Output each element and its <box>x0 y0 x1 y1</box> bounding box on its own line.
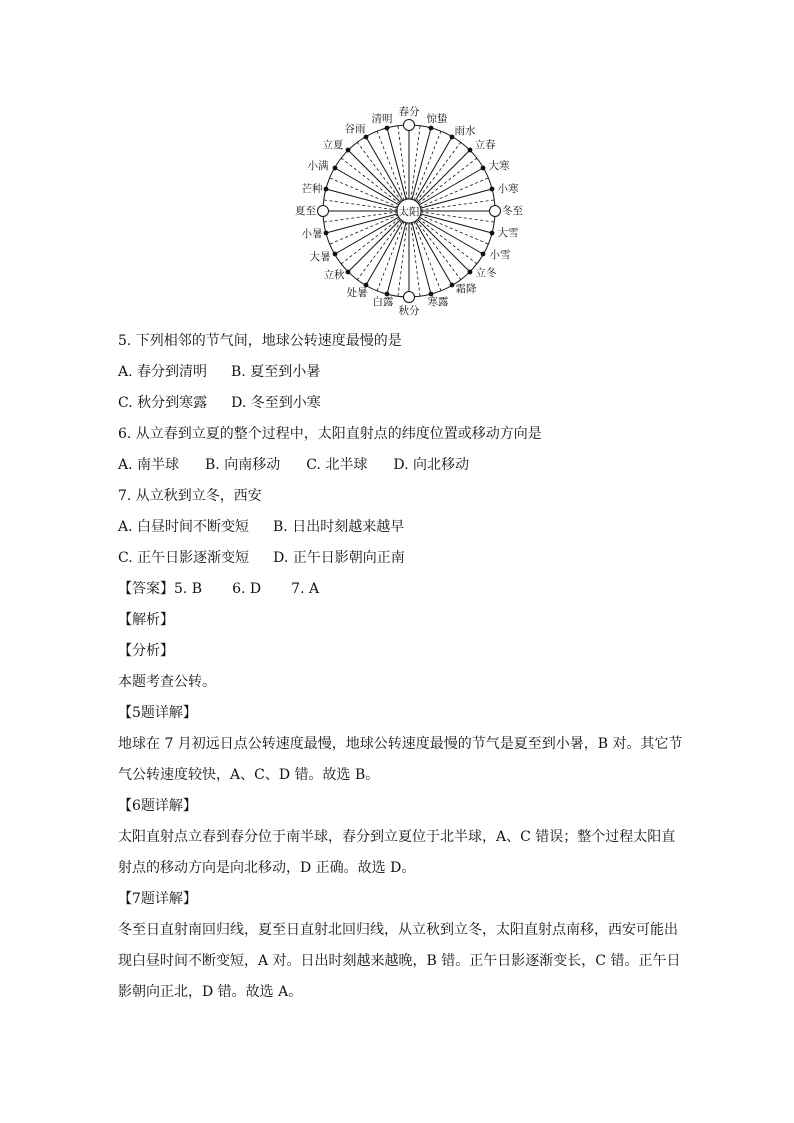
term-label: 处暑 <box>346 287 368 299</box>
earth-xiazhi <box>318 206 329 217</box>
detail-7-line-1: 冬至日直射南回归线，夏至日直射北回归线，从立秋到立冬，太阳直射点南移，西安可能出 <box>118 922 678 938</box>
term-label: 秋分 <box>398 305 420 317</box>
option-7c: C. 正午日影逐渐变短 <box>118 550 250 566</box>
term-label: 霜降 <box>455 283 477 295</box>
earth-chunfen <box>404 120 415 131</box>
term-label: 清明 <box>371 113 393 125</box>
earth-qiufen <box>404 292 415 303</box>
question-6-options-row <box>118 450 688 481</box>
question-5-options-row-1 <box>118 357 688 388</box>
term-label: 冬至 <box>502 205 523 217</box>
option-7d: D. 正午日影朝向正南 <box>273 550 405 566</box>
detail-7-heading: 【7题详解】 <box>118 891 197 907</box>
question-6-stem: 6. 从立春到立夏的整个过程中，太阳直射点的纬度位置或移动方向是 <box>118 426 542 442</box>
question-5-stem: 5. 下列相邻的节气间，地球公转速度最慢的是 <box>118 333 402 349</box>
question-7-options-row-2 <box>118 543 688 574</box>
detail-6-line-2: 射点的移动方向是向北移动，D 正确。故选 D。 <box>118 860 416 876</box>
term-label: 立秋 <box>323 269 345 281</box>
term-label: 大寒 <box>488 160 510 172</box>
term-label: 芒种 <box>301 183 323 195</box>
term-label: 白露 <box>372 296 394 308</box>
question-content <box>118 326 688 1008</box>
detail-5-line-2: 气公转速度较快，A、C、D 错。故选 B。 <box>118 767 380 783</box>
sun-label: 太阳 <box>398 206 420 218</box>
question-7-options-row-1 <box>118 512 688 543</box>
term-label: 惊蛰 <box>426 113 448 125</box>
option-5c: C. 秋分到寒露 <box>118 395 208 411</box>
term-label: 夏至 <box>295 205 316 217</box>
fenxi-text: 本题考查公转。 <box>118 674 216 690</box>
term-label: 小暑 <box>301 228 323 240</box>
detail-5-line-1: 地球在 7 月初远日点公转速度最慢，地球公转速度最慢的节气是夏至到小暑，B 对。其它节 <box>118 736 683 752</box>
term-label: 寒露 <box>427 296 449 308</box>
answer-6: 6. D <box>232 581 262 597</box>
option-7a: A. 白昼时间不断变短 <box>118 519 250 535</box>
term-label: 小满 <box>307 160 329 172</box>
solar-terms-diagram <box>290 98 530 322</box>
detail-7-line-3: 影朝向正北，D 错。故选 A。 <box>118 984 303 1000</box>
option-5b: B. 夏至到小暑 <box>231 364 321 380</box>
earth-dongzhi <box>490 206 501 217</box>
term-label: 小寒 <box>497 183 519 195</box>
answer-line <box>118 574 688 605</box>
option-6b: B. 向南移动 <box>205 457 281 473</box>
detail-6-line-1: 太阳直射点立春到春分位于南半球，春分到立夏位于北半球，A、C 错误；整个过程太阳直 <box>118 829 676 845</box>
option-6a: A. 南半球 <box>118 457 180 473</box>
answer-label: 【答案】 <box>118 581 174 597</box>
answer-7: 7. A <box>291 581 320 597</box>
option-5a: A. 春分到清明 <box>118 364 208 380</box>
term-label: 立春 <box>474 139 496 151</box>
option-6d: D. 向北移动 <box>393 457 469 473</box>
term-label: 雨水 <box>454 125 476 137</box>
fenxi-heading: 【分析】 <box>118 643 174 659</box>
jiexi-heading: 【解析】 <box>118 612 174 628</box>
term-label: 立冬 <box>475 267 497 279</box>
option-5d: D. 冬至到小寒 <box>231 395 321 411</box>
option-6c: C. 北半球 <box>306 457 368 473</box>
detail-5-heading: 【5题详解】 <box>118 705 197 721</box>
detail-6-heading: 【6题详解】 <box>118 798 197 814</box>
option-7b: B. 日出时刻越来越早 <box>273 519 405 535</box>
question-7-stem: 7. 从立秋到立冬，西安 <box>118 488 262 504</box>
term-label: 小雪 <box>489 249 511 261</box>
question-5-options-row-2 <box>118 388 688 419</box>
detail-7-line-2: 现白昼时间不断变短，A 对。日出时刻越来越晚，B 错。正午日影逐渐变长，C 错。正午日 <box>118 953 681 969</box>
term-label: 谷雨 <box>344 123 366 135</box>
term-label: 春分 <box>398 106 420 118</box>
answer-5: 5. B <box>174 581 203 597</box>
term-label: 立夏 <box>322 139 344 151</box>
term-label: 大雪 <box>497 227 519 239</box>
term-label: 大暑 <box>309 251 331 263</box>
